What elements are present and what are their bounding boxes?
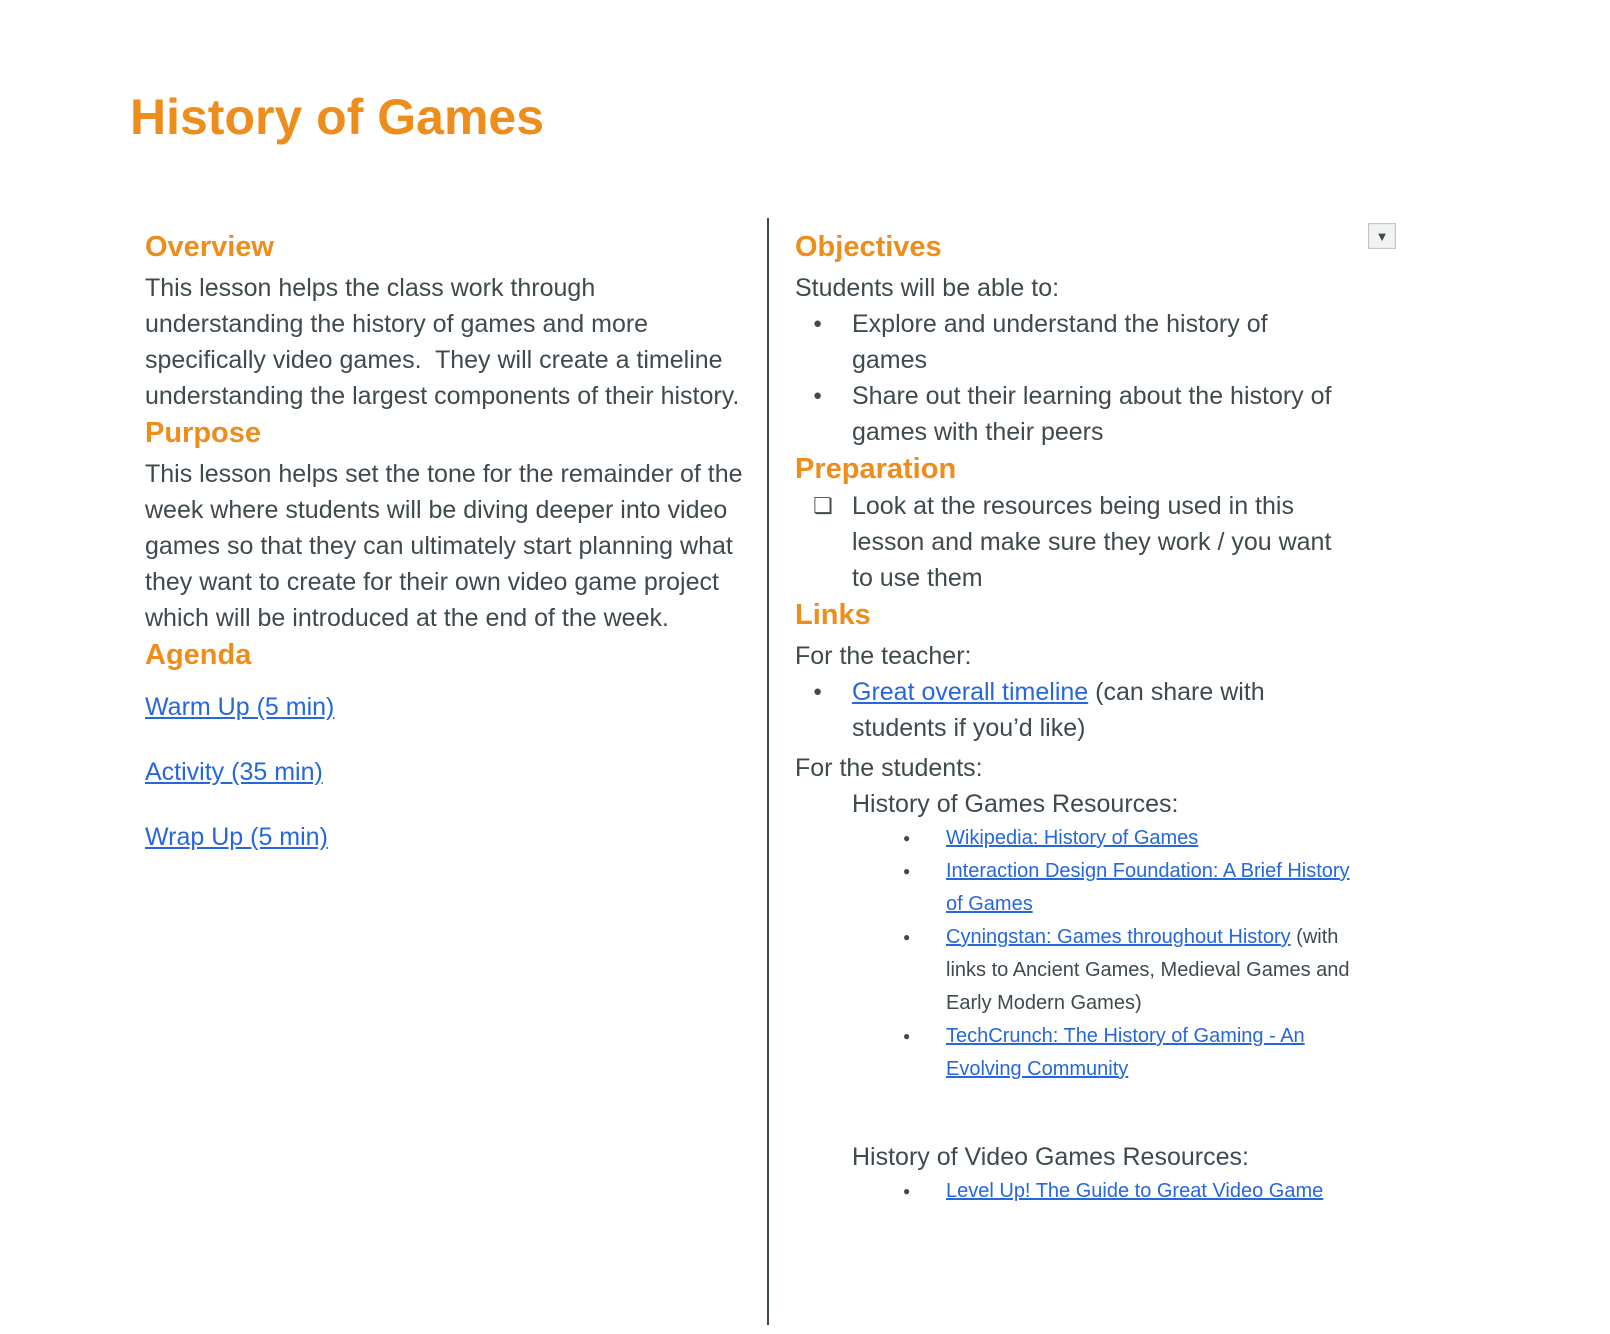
- list-item: [795, 378, 1380, 450]
- list-item: [795, 1175, 1380, 1208]
- bullet-icon: ●: [903, 1029, 911, 1043]
- column-divider: [767, 218, 769, 1325]
- list-item: [795, 306, 1380, 378]
- students-label: For the students:: [795, 754, 983, 782]
- resource-note: (with links to Ancient Games, Medieval Games and Early Modern Games): [946, 926, 1350, 1014]
- objective-text: Explore and understand the history of games: [852, 310, 1268, 374]
- cyningstan-link[interactable]: Cyningstan: Games throughout History: [946, 926, 1291, 948]
- page-title: History of Games: [130, 89, 545, 145]
- list-item: [795, 921, 1380, 1020]
- games-resources-label: History of Games Resources:: [852, 790, 1179, 818]
- overview-text: This lesson helps the class work through understanding the history of games and more specifically video games. They will create a timeline understanding the largest components of their history.: [145, 274, 740, 410]
- teacher-timeline-link[interactable]: Great overall timeline: [852, 678, 1089, 706]
- video-games-resources-list: [795, 1175, 1380, 1208]
- resource-item: [946, 1020, 1350, 1086]
- bullet-icon: ●: [813, 315, 823, 332]
- interaction-design-foundation-link[interactable]: Interaction Design Foundation: A Brief History of Games: [946, 860, 1350, 915]
- overview-heading: Overview: [145, 231, 274, 263]
- agenda-links: [145, 689, 745, 855]
- level-up-link[interactable]: Level Up! The Guide to Great Video Game: [946, 1180, 1324, 1202]
- resource-item: [946, 855, 1350, 921]
- preparation-list: [795, 488, 1380, 596]
- checkbox-icon[interactable]: ❏: [813, 493, 833, 518]
- techcrunch-link[interactable]: TechCrunch: The History of Gaming - An Evolving Community: [946, 1025, 1305, 1080]
- purpose-text: This lesson helps set the tone for the remainder of the week where students will be diving deeper into video games so that they can ultimately start planning what they want to create for their own video game project which will be introduced at the end of the week.: [145, 460, 743, 632]
- resource-item: [946, 1175, 1350, 1208]
- purpose-heading: Purpose: [145, 417, 262, 449]
- resource-item: [946, 822, 1350, 855]
- list-item: [795, 674, 1380, 746]
- resource-item: [946, 921, 1350, 1020]
- preparation-text: Look at the resources being used in this lesson and make sure they work / you want to use them: [852, 492, 1332, 592]
- agenda-link-warm-up[interactable]: Warm Up (5 min): [145, 693, 335, 721]
- objectives-heading: Objectives: [795, 231, 942, 263]
- links-heading: Links: [795, 599, 871, 631]
- teacher-label: For the teacher:: [795, 642, 972, 670]
- left-column: [145, 228, 745, 884]
- wikipedia-link[interactable]: Wikipedia: History of Games: [946, 827, 1199, 849]
- list-item: [795, 822, 1380, 855]
- agenda-link-activity[interactable]: Activity (35 min): [145, 758, 323, 786]
- chevron-down-icon: ▼: [1375, 228, 1389, 244]
- teacher-link-item: [852, 674, 1332, 746]
- bullet-icon: ●: [813, 683, 823, 700]
- bullet-icon: ●: [903, 930, 911, 944]
- list-item: [795, 488, 1380, 596]
- preparation-heading: Preparation: [795, 453, 957, 485]
- video-games-resources-label: History of Video Games Resources:: [852, 1143, 1249, 1171]
- agenda-link-wrap-up[interactable]: Wrap Up (5 min): [145, 823, 328, 851]
- teacher-links-list: [795, 674, 1380, 746]
- bullet-icon: ●: [903, 864, 911, 878]
- objective-text: Share out their learning about the history of games with their peers: [852, 382, 1332, 446]
- list-item: [795, 1020, 1380, 1086]
- games-resources-list: [795, 822, 1380, 1086]
- bullet-icon: ●: [903, 1184, 911, 1198]
- list-item: [795, 855, 1380, 921]
- agenda-heading: Agenda: [145, 639, 252, 671]
- teacher-link-note: (can share with students if you’d like): [852, 678, 1265, 742]
- bullet-icon: ●: [903, 831, 911, 845]
- objectives-intro: Students will be able to:: [795, 274, 1060, 302]
- right-column: [795, 228, 1380, 1208]
- objectives-list: [795, 306, 1380, 450]
- bullet-icon: ●: [813, 387, 823, 404]
